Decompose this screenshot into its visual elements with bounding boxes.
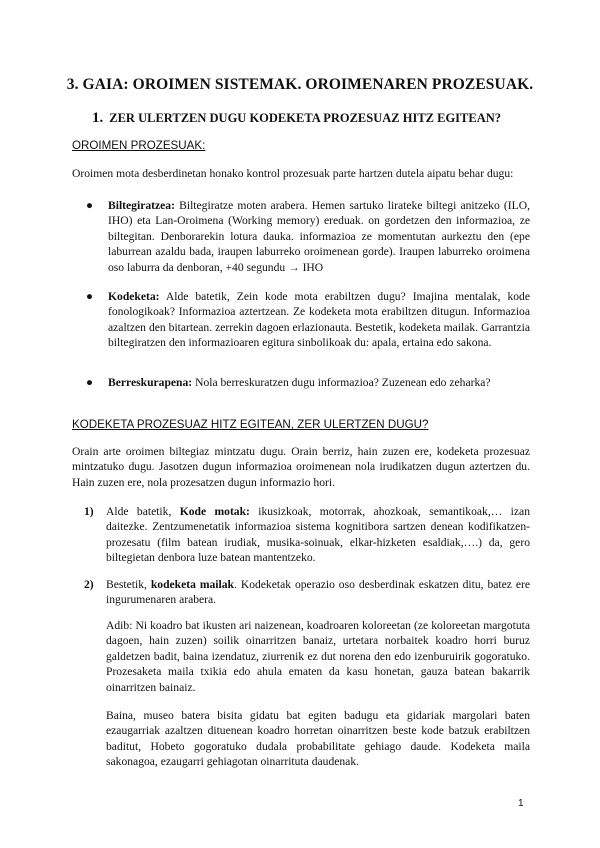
section-heading-text: ZER ULERTZEN DUGU KODEKETA PROZESUAZ HITZ EGITEAN?: [109, 111, 502, 125]
page-number: 1: [518, 798, 524, 809]
item-number: 2): [84, 578, 94, 591]
item-text-before: Bestetik,: [106, 578, 151, 591]
item-text-after: . Kodeketak operazio oso desberdinak eskatzen ditu, batez ere ingurumenaren arabera.: [106, 578, 531, 607]
example-paragraph-1: Adib: Ni koadro bat ikusten ari naizenean, koadroaren koloreetan (ze koloreetan margotuta dagoen, hain zuzen) soilik oinarritzen banaiz, urtetara norbaitek koadro horri buruz galdetzen badit, baina izendatuz, ziurrenik ez dut norena den edo izenburuirik gogoratuko. Prozesaketa maila txikia edo ahula ematen da kasu honetan, gauza batean bakarrik oinarritzen bainaiz.: [106, 619, 530, 694]
item-text-before: Alde batetik,: [106, 505, 180, 518]
section-number: 1.: [92, 110, 104, 126]
bullet-text: Biltegiratze moten arabera. Hemen sartuko lirateke biltegi anitzeko (ILO, IHO) eta Lan-Oroimena (Working memory) ereduak. on gordetzen den informazioa, ze biltegitan. Denborarekin lotura dauka. informazioa ze momentutan aurkeztu den (epe laburrean azaldu bada, iraupen laburreko oroimenean gorde). Iraupen laburreko oroimena oso laburra da denboran, +40 segundu → IHO: [108, 199, 530, 274]
bullet-term: Berreskurapena:: [108, 376, 193, 389]
example-paragraph-2: Baina, museo batera bisita gidatu bat egiten badugu eta gidariak margolari baten ezaugarriak azaltzen dituenean koadro horretan oinarritzen beste kode batzuk erabiltzen baditut, Hobeto gogoratuko dudala probabilitate gehiago daude. Kodeketa maila sakonagoa, ezaugarri gehiagotan oinarrituta daudenak.: [106, 709, 530, 769]
item-text-after: ikusizkoak, motorrak, ahozkoak, semantikoak,… izan daitezke. Zentzumenetatik informazioa sistema kognitibora sartzen denean kodifikatzen-prozesatu (film batean irudiak, musika-soinuak, elkar-hizketen esaldiak,….) da, gero biltegietan denbora luze batean mantentzeko.: [106, 505, 530, 565]
bullet-dot-icon: ●: [86, 199, 94, 212]
bullet-text: Nola berreskuratzen dugu informazioa? Zuzenean edo zeharka?: [192, 376, 491, 389]
bullet-term: Kodeketa:: [108, 290, 160, 303]
bullet-berreskurapena: [86, 375, 530, 390]
chapter-title: 3. GAIA: OROIMEN SISTEMAK. OROIMENAREN PROZESUAK.: [66, 76, 534, 93]
oroimen-prozesuak-header: OROIMEN PROZESUAK:: [72, 139, 206, 152]
kodeketa-intro-paragraph: Orain arte oroimen biltegiaz mintzatu dugu. Orain berriz, hain zuzen ere, kodeketa prozesuaz mintzatuko dugu. Jasotzen dugun informazioa oroimenean nola irudikatzen dugun aztertzen du. Hain zuzen ere, nola prozesatzen dugun informazio hori.: [72, 445, 530, 489]
bullet-dot-icon: ●: [86, 290, 94, 303]
numbered-item-kode-motak: [84, 504, 530, 566]
bullet-term: Biltegiratzea:: [108, 199, 175, 212]
item-term: Kode motak:: [179, 505, 250, 518]
bullet-text: Alde batetik, Zein kode mota erabiltzen dugu? Imajina mentalak, kode fonologikoak? Informazioa aztertzean. Ze kodeketa mota erabiltzen ditugun. Informazioa azaltzen den bitartean. zerrekin dagoen erlazionauta. Bestetik, kodeketa mailak. Garrantzia biltegiratzen den informazioaren egitura sinbolikoak du: apala, ertaina edo sakona.: [108, 290, 530, 350]
item-term: kodeketa mailak: [150, 578, 234, 591]
bullet-biltegiratzea: [86, 198, 530, 275]
numbered-item-kodeketa-mailak: [84, 577, 530, 608]
bullet-dot-icon: ●: [86, 376, 94, 389]
bullet-kodeketa: [86, 289, 530, 351]
kodeketa-header: KODEKETA PROZESUAZ HITZ EGITEAN, ZER ULERTZEN DUGU?: [72, 418, 429, 431]
item-number: 1): [84, 505, 94, 518]
section-heading: [92, 110, 501, 127]
intro-paragraph: Oroimen mota desberdinetan honako kontrol prozesuak parte hartzen dutela aipatu behar dugu:: [72, 167, 514, 180]
